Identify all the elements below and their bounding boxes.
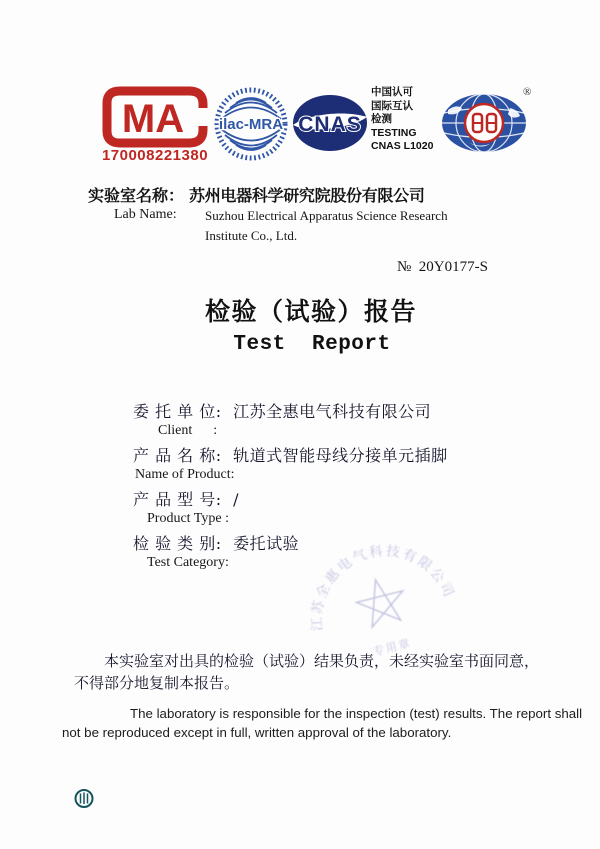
cma-letters: MA (121, 97, 185, 141)
lab-name-value-en-line2: Institute Co., Ltd. (205, 227, 298, 243)
field-label-en: Test Category: (147, 555, 229, 570)
lab-name-value-en (205, 206, 448, 245)
binding-hole-icon (71, 787, 97, 813)
stamp-star-icon (352, 574, 409, 629)
field-label-en: Client : (158, 423, 218, 438)
statement-zh-line2: 不得部分地复制本报告。 (74, 673, 240, 692)
field-value-zh: 江苏全惠电气科技有限公司 (233, 402, 432, 421)
field-value-zh: 委托试验 (233, 534, 300, 553)
lab-name-value-zh: 苏州电器科学研究院股份有限公司 (189, 188, 425, 205)
accreditation-line: 国际互认 (371, 99, 413, 112)
registered-trademark-icon: ® (523, 86, 532, 98)
field-label-zh: 产 品 型 号: (133, 490, 222, 509)
responsibility-statement-en (62, 704, 582, 742)
responsibility-statement-zh (74, 651, 539, 694)
ilac-mra-icon (213, 86, 289, 162)
report-fields (133, 402, 448, 578)
accreditation-line: TESTING (371, 126, 417, 139)
statement-zh-line1: 本实验室对出具的检验（试验）结果负责，未经实验室书面同意， (104, 652, 540, 670)
lab-name-row (88, 183, 425, 206)
cnas-icon (290, 92, 370, 154)
field-product-type (133, 490, 448, 527)
stamp-arc-text: 江苏全惠电气科技有限公司 (309, 543, 458, 632)
field-label-zh: 产 品 名 称: (133, 446, 222, 465)
cma-certificate-number: 170008221380 (101, 147, 209, 164)
lab-name-label-zh: 实验室名称： (88, 188, 185, 205)
cma-certification-icon (101, 86, 209, 148)
field-product-name (133, 446, 448, 483)
field-label-en: Name of Product: (135, 467, 235, 482)
lab-name-value-en-line1: Suzhou Electrical Apparatus Science Research (205, 208, 448, 223)
lab-name-label-en: Lab Name: (114, 207, 177, 222)
report-number: № 20Y0177-S (397, 259, 488, 275)
accreditation-line: 检测 (371, 113, 392, 125)
stamp-bottom-text: 专用章 (371, 636, 413, 659)
field-label-en: Product Type : (147, 511, 229, 526)
field-client (133, 402, 448, 439)
statement-en-line2: not be reproduced except in full, written approval of the laboratory. (62, 725, 452, 740)
statement-en-line1: The laboratory is responsible for the inspection (test) results. The report shall (130, 706, 583, 721)
accreditation-line: 中国认可 (371, 86, 413, 98)
field-test-category (133, 534, 448, 571)
field-value-zh: 轨道式智能母线分接单元插脚 (233, 446, 448, 465)
report-title-en: Test Report (233, 333, 391, 356)
cnas-label: CNAS (298, 113, 362, 136)
accreditation-text (371, 86, 433, 154)
field-label-zh: 检 验 类 别: (133, 534, 222, 553)
accreditation-line: CNAS L1020 (371, 140, 434, 152)
report-title-zh: 检验（试验）报告 (204, 298, 417, 326)
institute-globe-icon (440, 90, 530, 156)
field-label-zh: 委 托 单 位: (133, 402, 222, 421)
ilac-mra-label: ilac-MRA (218, 116, 284, 133)
field-value-zh: / (233, 490, 239, 509)
